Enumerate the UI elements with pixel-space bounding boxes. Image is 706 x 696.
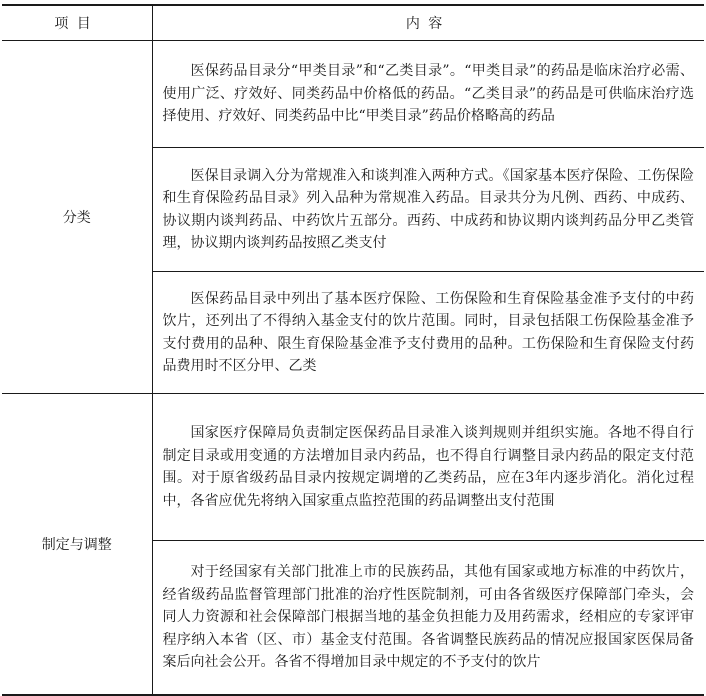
- table-row: [2, 394, 704, 541]
- content-cell: 医保药品目录中列出了基本医疗保险、工伤保险和生育保险基金准予支付的中药饮片，还列出了不得纳入基金支付的饮片范围。同时，目录包括限工伤保险基金准予支付费用的品种、限生育保险基金准予支付费用的品种。工伤保险和生育保险支付药品费用时不区分甲、乙类: [152, 272, 704, 394]
- table-row: [2, 41, 704, 148]
- header-row: [2, 5, 704, 41]
- content-cell: 对于经国家有关部门批准上市的民族药品，其他有国家或地方标准的中药饮片，经省级药品监督管理部门批准的治疗性医院制剂，可由各省级医疗保障部门牵头，会同人力资源和社会保障部门根据当地的基金负担能力及用药需求，经相应的专家评审程序纳入本省（区、市）基金支付范围。各省调整民族药品的情况应报国家医保局备案后向社会公开。各省不得增加目录中规定的不予支付的饮片: [152, 541, 704, 696]
- drug-catalog-table: [2, 4, 704, 696]
- category-cell-classification: 分类: [2, 41, 152, 394]
- category-cell-formulation-adjustment: 制定与调整: [2, 394, 152, 696]
- header-content: 内容: [152, 5, 704, 41]
- content-cell: 国家医疗保障局负责制定医保药品目录准入谈判规则并组织实施。各地不得自行制定目录或用变通的方法增加目录内药品，也不得自行调整目录内药品的限定支付范围。对于原省级药品目录内按规定调增的乙类药品，应在3年内逐步消化。消化过程中，各省应优先将纳入国家重点监控范围的药品调整出支付范围: [152, 394, 704, 541]
- content-cell: 医保药品目录分“甲类目录”和“乙类目录”。“甲类目录”的药品是临床治疗必需、使用广泛、疗效好、同类药品中价格低的药品。“乙类目录”的药品是可供临床治疗选择使用、疗效好、同类药品中比“甲类目录”药品价格略高的药品: [152, 41, 704, 148]
- header-item: 项目: [2, 5, 152, 41]
- content-cell: 医保目录调入分为常规准入和谈判准入两种方式。《国家基本医疗保险、工伤保险和生育保险药品目录》列入品种为常规准入药品。目录共分为凡例、西药、中成药、协议期内谈判药品、中药饮片五部分。西药、中成药和协议期内谈判药品分甲乙类管理，协议期内谈判药品按照乙类支付: [152, 148, 704, 272]
